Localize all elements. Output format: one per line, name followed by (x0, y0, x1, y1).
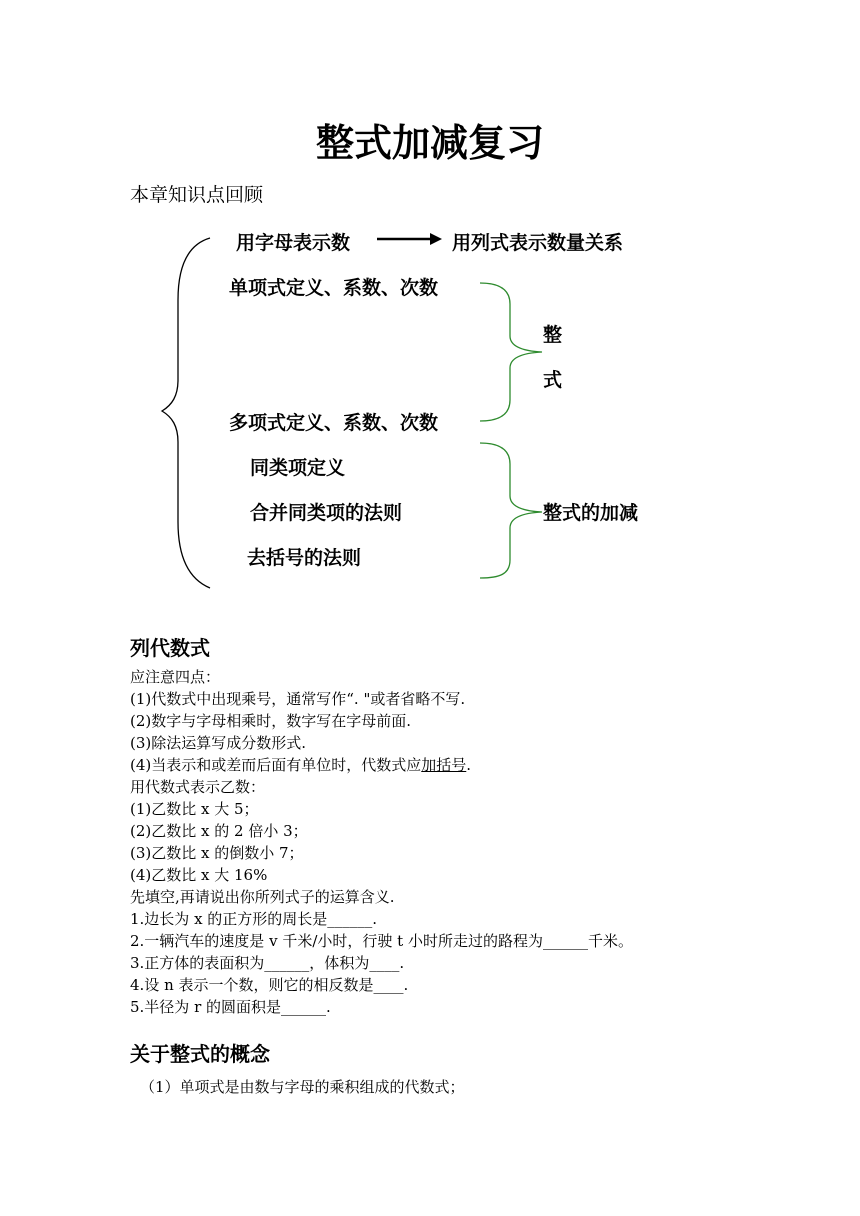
label-shi: 式 (543, 369, 563, 391)
item-expr: 用列式表示数量关系 (452, 232, 624, 254)
section-intro: 本章知识点回顾 (130, 184, 264, 206)
text-line: 3.正方体的表面积为______，体积为____. (130, 954, 405, 972)
text-span: (4)当表示和或差而后面有单位时，代数式应 (130, 756, 422, 774)
text-line: 用代数式表示乙数： (130, 778, 266, 796)
text-line (130, 754, 471, 776)
text-line: (4)乙数比 x 大 16% (130, 866, 268, 884)
text-line: （1）单项式是由数与字母的乘积组成的代数式； (140, 1078, 465, 1096)
text-line: (2)乙数比 x 的 2 倍小 3； (130, 822, 308, 840)
item-monomial: 单项式定义、系数、次数 (229, 277, 439, 299)
text-line: (3)乙数比 x 的倒数小 7； (130, 844, 304, 862)
text-line: (1)代数式中出现乘号，通常写作“. "或者省略不写. (130, 690, 466, 708)
text-line: 2.一辆汽车的速度是 v 千米/小时，行驶 t 小时所走过的路程为______千米。 (130, 932, 633, 950)
underlined-text: 加括号 (421, 756, 467, 774)
item-combine: 合并同类项的法则 (250, 502, 403, 524)
brace-add-sub (480, 443, 542, 578)
brace-zhengshi (480, 283, 542, 421)
text-line: (1)乙数比 x 大 5； (130, 800, 259, 818)
text-line: 1.边长为 x 的正方形的周长是______. (130, 910, 378, 928)
text-line: 先填空,再请说出你所列式子的运算含义. (130, 888, 395, 906)
text-line: 4.设 n 表示一个数，则它的相反数是____. (130, 976, 409, 994)
page-title: 整式加减复习 (315, 120, 544, 165)
item-letters: 用字母表示数 (236, 232, 351, 254)
section-heading: 关于整式的概念 (130, 1042, 270, 1066)
text-line: (3)除法运算写成分数形式. (130, 734, 307, 752)
text-line: 5.半径为 r 的圆面积是______. (130, 998, 331, 1016)
label-add-sub: 整式的加减 (543, 502, 639, 524)
left-brace (162, 238, 210, 588)
text-span: . (466, 756, 472, 774)
text-line: 应注意四点： (130, 668, 221, 686)
arrow-head (430, 233, 442, 245)
item-like-terms: 同类项定义 (250, 457, 346, 479)
label-zheng: 整 (543, 324, 563, 346)
text-line: (2)数字与字母相乘时，数字写在字母前面. (130, 712, 412, 730)
item-polynomial: 多项式定义、系数、次数 (229, 412, 439, 434)
item-brackets: 去括号的法则 (247, 547, 362, 569)
section-heading: 列代数式 (130, 636, 210, 660)
